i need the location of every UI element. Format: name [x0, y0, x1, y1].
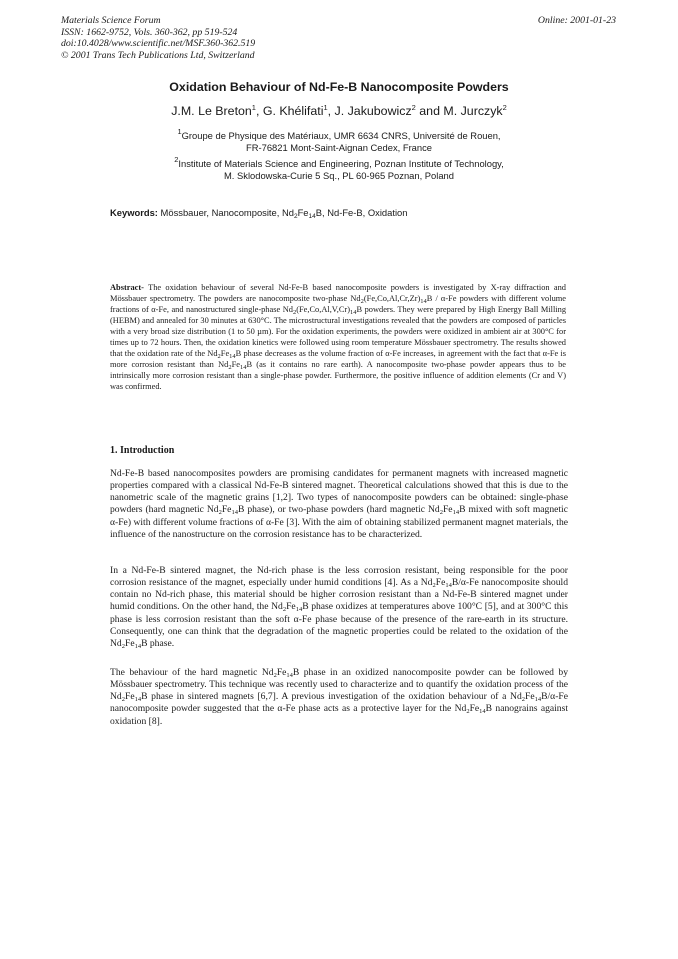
journal-name: Materials Science Forum	[61, 15, 161, 26]
keywords-label: Keywords:	[110, 207, 158, 218]
keywords-text: Fe	[297, 207, 309, 218]
copyright-line: © 2001 Trans Tech Publications Ltd, Switzerland	[61, 49, 255, 61]
online-date: Online: 2001-01-23	[537, 15, 616, 26]
affiliation-1	[0, 127, 678, 154]
body-paragraph: Nd-Fe-B based nanocomposites powders are promising candidates for permanent magnets with increased magnetic properties compared with a classical Nd-Fe-B sintered magnet. Theoretical calculations showed that this is due to the nanometric scale of the magnetic grains [1,2]. Two types of nanocomposite powders can be obtained: single-phase powders (hard magnetic $Nd_2Fe_{14}B$ phase), or two-phase powders (hard magnetic $Nd_2Fe_{14}B$ mixed with soft magnetic α-Fe) with different volume fractions of α-Fe [3]. With the aim of obtaining stabilized permanent magnet materials, the influence of the nanostructure on the corrosion resistance has to be characterized.	[110, 468, 568, 540]
affiliation-2	[0, 155, 678, 182]
author-name: J. Jakubowicz	[334, 104, 412, 118]
author-name: G. Khélifati	[262, 104, 324, 118]
section-heading: 1. Introduction	[110, 445, 175, 456]
doi-link[interactable]: doi:10.4028/www.scientific.net/MSF.360-362.519	[61, 38, 256, 50]
affiliation-line: Institute of Materials Science and Engineering, Poznan Institute of Technology,	[178, 158, 504, 169]
subscript: 14	[308, 213, 316, 220]
author-list	[0, 104, 678, 118]
author-affiliation-mark: 2	[502, 103, 507, 112]
author-separator: ,	[255, 104, 263, 118]
author-separator: ,	[327, 104, 335, 118]
affiliation-line: FR-76821 Mont-Saint-Aignan Cedex, France	[245, 142, 433, 153]
author-name: M. Jurczyk	[443, 104, 503, 118]
subscript: 2	[293, 213, 298, 220]
author-name: J.M. Le Breton	[171, 104, 252, 118]
author-affiliation-mark: 1	[251, 103, 256, 112]
affiliation-line: Groupe de Physique des Matériaux, UMR 6634 CNRS, Université de Rouen,	[181, 130, 501, 141]
author-separator: and	[415, 104, 444, 118]
paper-title: Oxidation Behaviour of Nd-Fe-B Nanocomposite Powders	[169, 80, 509, 94]
abstract-label: Abstract-	[110, 283, 144, 292]
journal-header	[61, 15, 381, 61]
body-paragraph: The behaviour of the hard magnetic $Nd_2Fe_{14}B$ phase in an oxidized nanocomposite powder can be followed by Mössbauer spectrometry. This technique was recently used to characterize and to quantify the oxidation process of the $Nd_2Fe_{14}B$ phase in sintered magnets [6,7]. A previous investigation of the oxidation behaviour of a $Nd_2Fe_{14}B/\alpha-Fe$ nanocomposite powder suggested that the α-Fe phase acts as a protective layer for the $Nd_2Fe_{14}B$ nanograins against oxidation [8].	[110, 667, 569, 727]
affiliation-line: M. Sklodowska-Curie 5 Sq., PL 60-965 Poznan, Poland	[224, 170, 454, 181]
affiliation-mark: 2	[174, 155, 179, 164]
body-paragraph: In a Nd-Fe-B sintered magnet, the Nd-rich phase is the less corrosion resistant, being responsible for the poor corrosion resistance of the magnet, especially under humid conditions [4]. As a $Nd_2Fe_{14}B/\alpha-Fe$ nanocomposite should contain no Nd-rich phase, this material should be higher corrosion resistant than a Nd-Fe-B sintered magnet under humid conditions. On the other hand, the $Nd_2Fe_{14}B$ phase oxidizes at temperatures above 100°C [5], and at 300°C this phase is less corrosion resistant than the soft α-Fe phase because of the presence of the rare-earth in its structure. Consequently, one can think that the degradation of the magnetic properties could be related to the oxidation of the $Nd_2Fe_{14}B$ phase.	[110, 565, 568, 650]
keywords-text: Mössbauer, Nanocomposite, Nd	[157, 207, 294, 218]
author-affiliation-mark: 1	[323, 103, 328, 112]
abstract-text: The oxidation behaviour of several Nd-Fe-B based nanocomposite powders is investigated by X-ray diffraction and Mössbauer spectrometry. The powders are nanocomposite two-phase $Nd_2(Fe,Co,Al,Cr,Zr)_{14}B / \alpha-Fe$ powders with different volume fractions of α-Fe, and nanostructured single-phase $Nd_2(Fe,Co,Al,V,Cr)_{14}B$ powders. They were prepared by High Energy Ball Milling (HEBM) and annealed for 30 minutes at 630°C. The microstructural investigations revealed that the powders are composed of particles with a very broad size distribution (1 to 50 µm). For the oxidation experiments, the powders were oxidized in ambient air at 300°C for times up to 72 hours. Then, the oxidation kinetics were followed using room temperature Mössbauer spectrometry. The results showed that the oxidation rate of the $Nd_2Fe_{14}B$ phase decreases as the volume fraction of α-Fe increases, in agreement with the fact that α-Fe is more corrosion resistant than $Nd_2Fe_{14}B$ (as it contains no rare earth). A nanocomposite two-phase powder appears thus to be intrinsically more corrosion resistant than a single-phase powder. Furthermore, the positive influence of addition elements (Cr and V) was confirmed.	[110, 283, 567, 392]
abstract	[110, 282, 566, 392]
keywords	[110, 207, 570, 218]
author-affiliation-mark: 2	[411, 103, 416, 112]
keywords-text: B, Nd-Fe-B, Oxidation	[315, 207, 408, 218]
issn-line: ISSN: 1662-9752, Vols. 360-362, pp 519-524	[61, 26, 238, 38]
affiliation-mark: 1	[177, 127, 182, 136]
